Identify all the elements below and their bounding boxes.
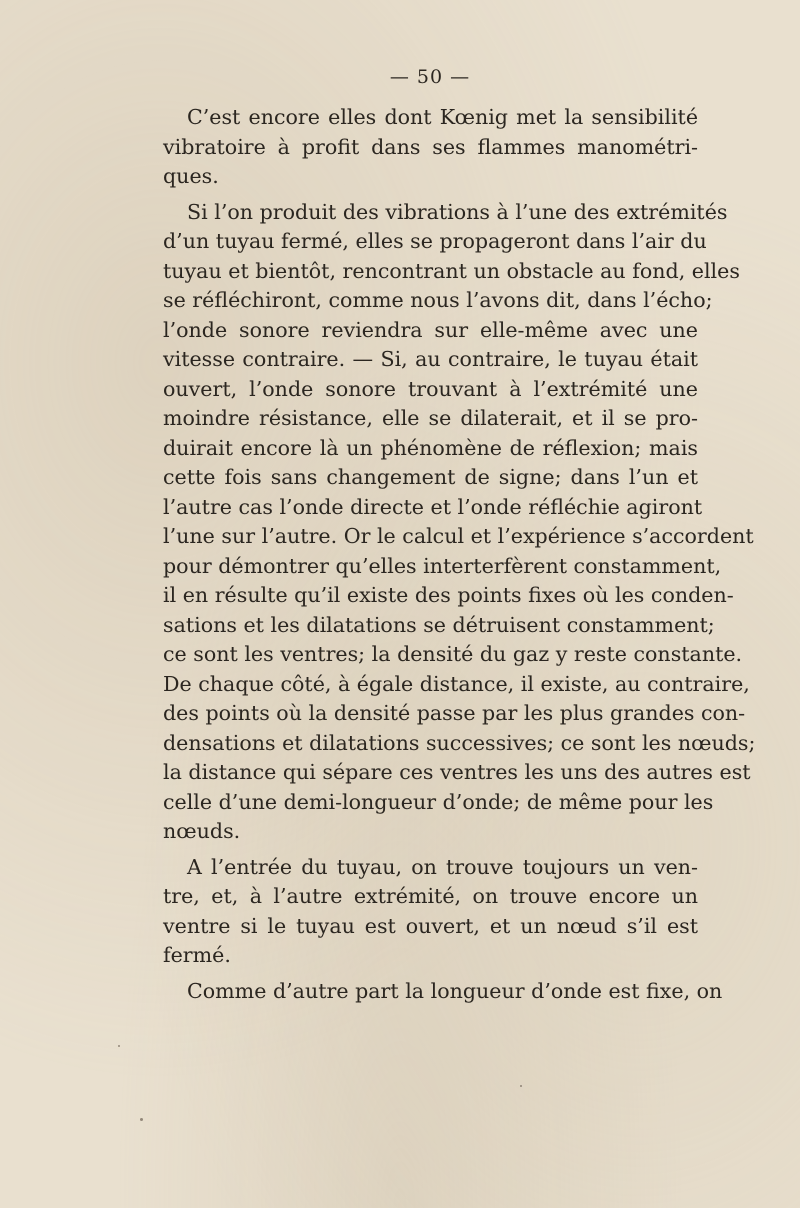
text-line: pour démontrer qu’elles interterfèrent constamment,: [163, 553, 722, 578]
paper-speck: [118, 1045, 120, 1047]
text-line: sations et les dilatations se détruisent constamment;: [163, 612, 715, 637]
text-line: De chaque côté, à égale distance, il existe, au contraire,: [163, 671, 750, 696]
paragraph-4: [163, 977, 723, 1007]
text-line: la distance qui sépare ces ventres les uns des autres est: [163, 760, 751, 784]
paragraph-2: [163, 198, 756, 847]
paper-speck: [140, 1118, 143, 1121]
text-line: l’onde sonore reviendra sur elle-même avec une: [163, 317, 698, 342]
text-line: Comme d’autre part la longueur d’onde est fixe, on: [187, 978, 723, 1003]
text-line: moindre résistance, elle se dilaterait, et il se pro-: [163, 406, 698, 430]
text-line: tre, et, à l’autre extrémité, on trouve encore un: [163, 884, 698, 908]
page-number: — 50 —: [389, 66, 471, 88]
text-line: vibratoire à profit dans ses flammes manométri-: [163, 134, 698, 159]
text-line: ce sont les ventres; la densité du gaz y reste constante.: [163, 642, 743, 666]
text-line: il en résulte qu’il existe des points fixes où les conden-: [163, 583, 734, 607]
text-line: d’un tuyau fermé, elles se propageront dans l’air du: [163, 229, 707, 253]
text-line: l’une sur l’autre. Or le calcul et l’expérience s’accordent: [163, 524, 754, 548]
text-line: densations et dilatations successives; ce sont les nœuds;: [163, 730, 756, 755]
text-line: ques.: [163, 164, 219, 188]
paragraph-3: [163, 853, 698, 971]
text-line: ventre si le tuyau est ouvert, et un nœud s’il est: [163, 913, 698, 938]
text-line: l’autre cas l’onde directe et l’onde réfléchie agiront: [163, 494, 703, 519]
text-line: nœuds.: [163, 819, 241, 843]
text-line: se réfléchiront, comme nous l’avons dit, dans l’écho;: [163, 288, 713, 312]
text-line: A l’entrée du tuyau, on trouve toujours un ven-: [187, 854, 698, 879]
text-line: cette fois sans changement de signe; dans l’un et: [163, 465, 698, 489]
body-text: [163, 103, 756, 1006]
text-line: Si l’on produit des vibrations à l’une des extrémités: [187, 199, 728, 224]
text-line: vitesse contraire. — Si, au contraire, le tuyau était: [163, 347, 698, 371]
text-line: ouvert, l’onde sonore trouvant à l’extrémité une: [163, 376, 698, 401]
text-line: C’est encore elles dont Kœnig met la sensibilité: [187, 105, 698, 129]
paper-speck: [520, 1085, 522, 1087]
text-line: celle d’une demi-longueur d’onde; de même pour les: [163, 789, 714, 814]
text-line: duirait encore là un phénomène de réflexion; mais: [163, 435, 698, 460]
text-line: fermé.: [163, 943, 231, 967]
paragraph-1: [163, 103, 698, 192]
text-line: des points où la densité passe par les plus grandes con-: [163, 701, 746, 725]
text-line: tuyau et bientôt, rencontrant un obstacle au fond, elles: [163, 258, 740, 283]
